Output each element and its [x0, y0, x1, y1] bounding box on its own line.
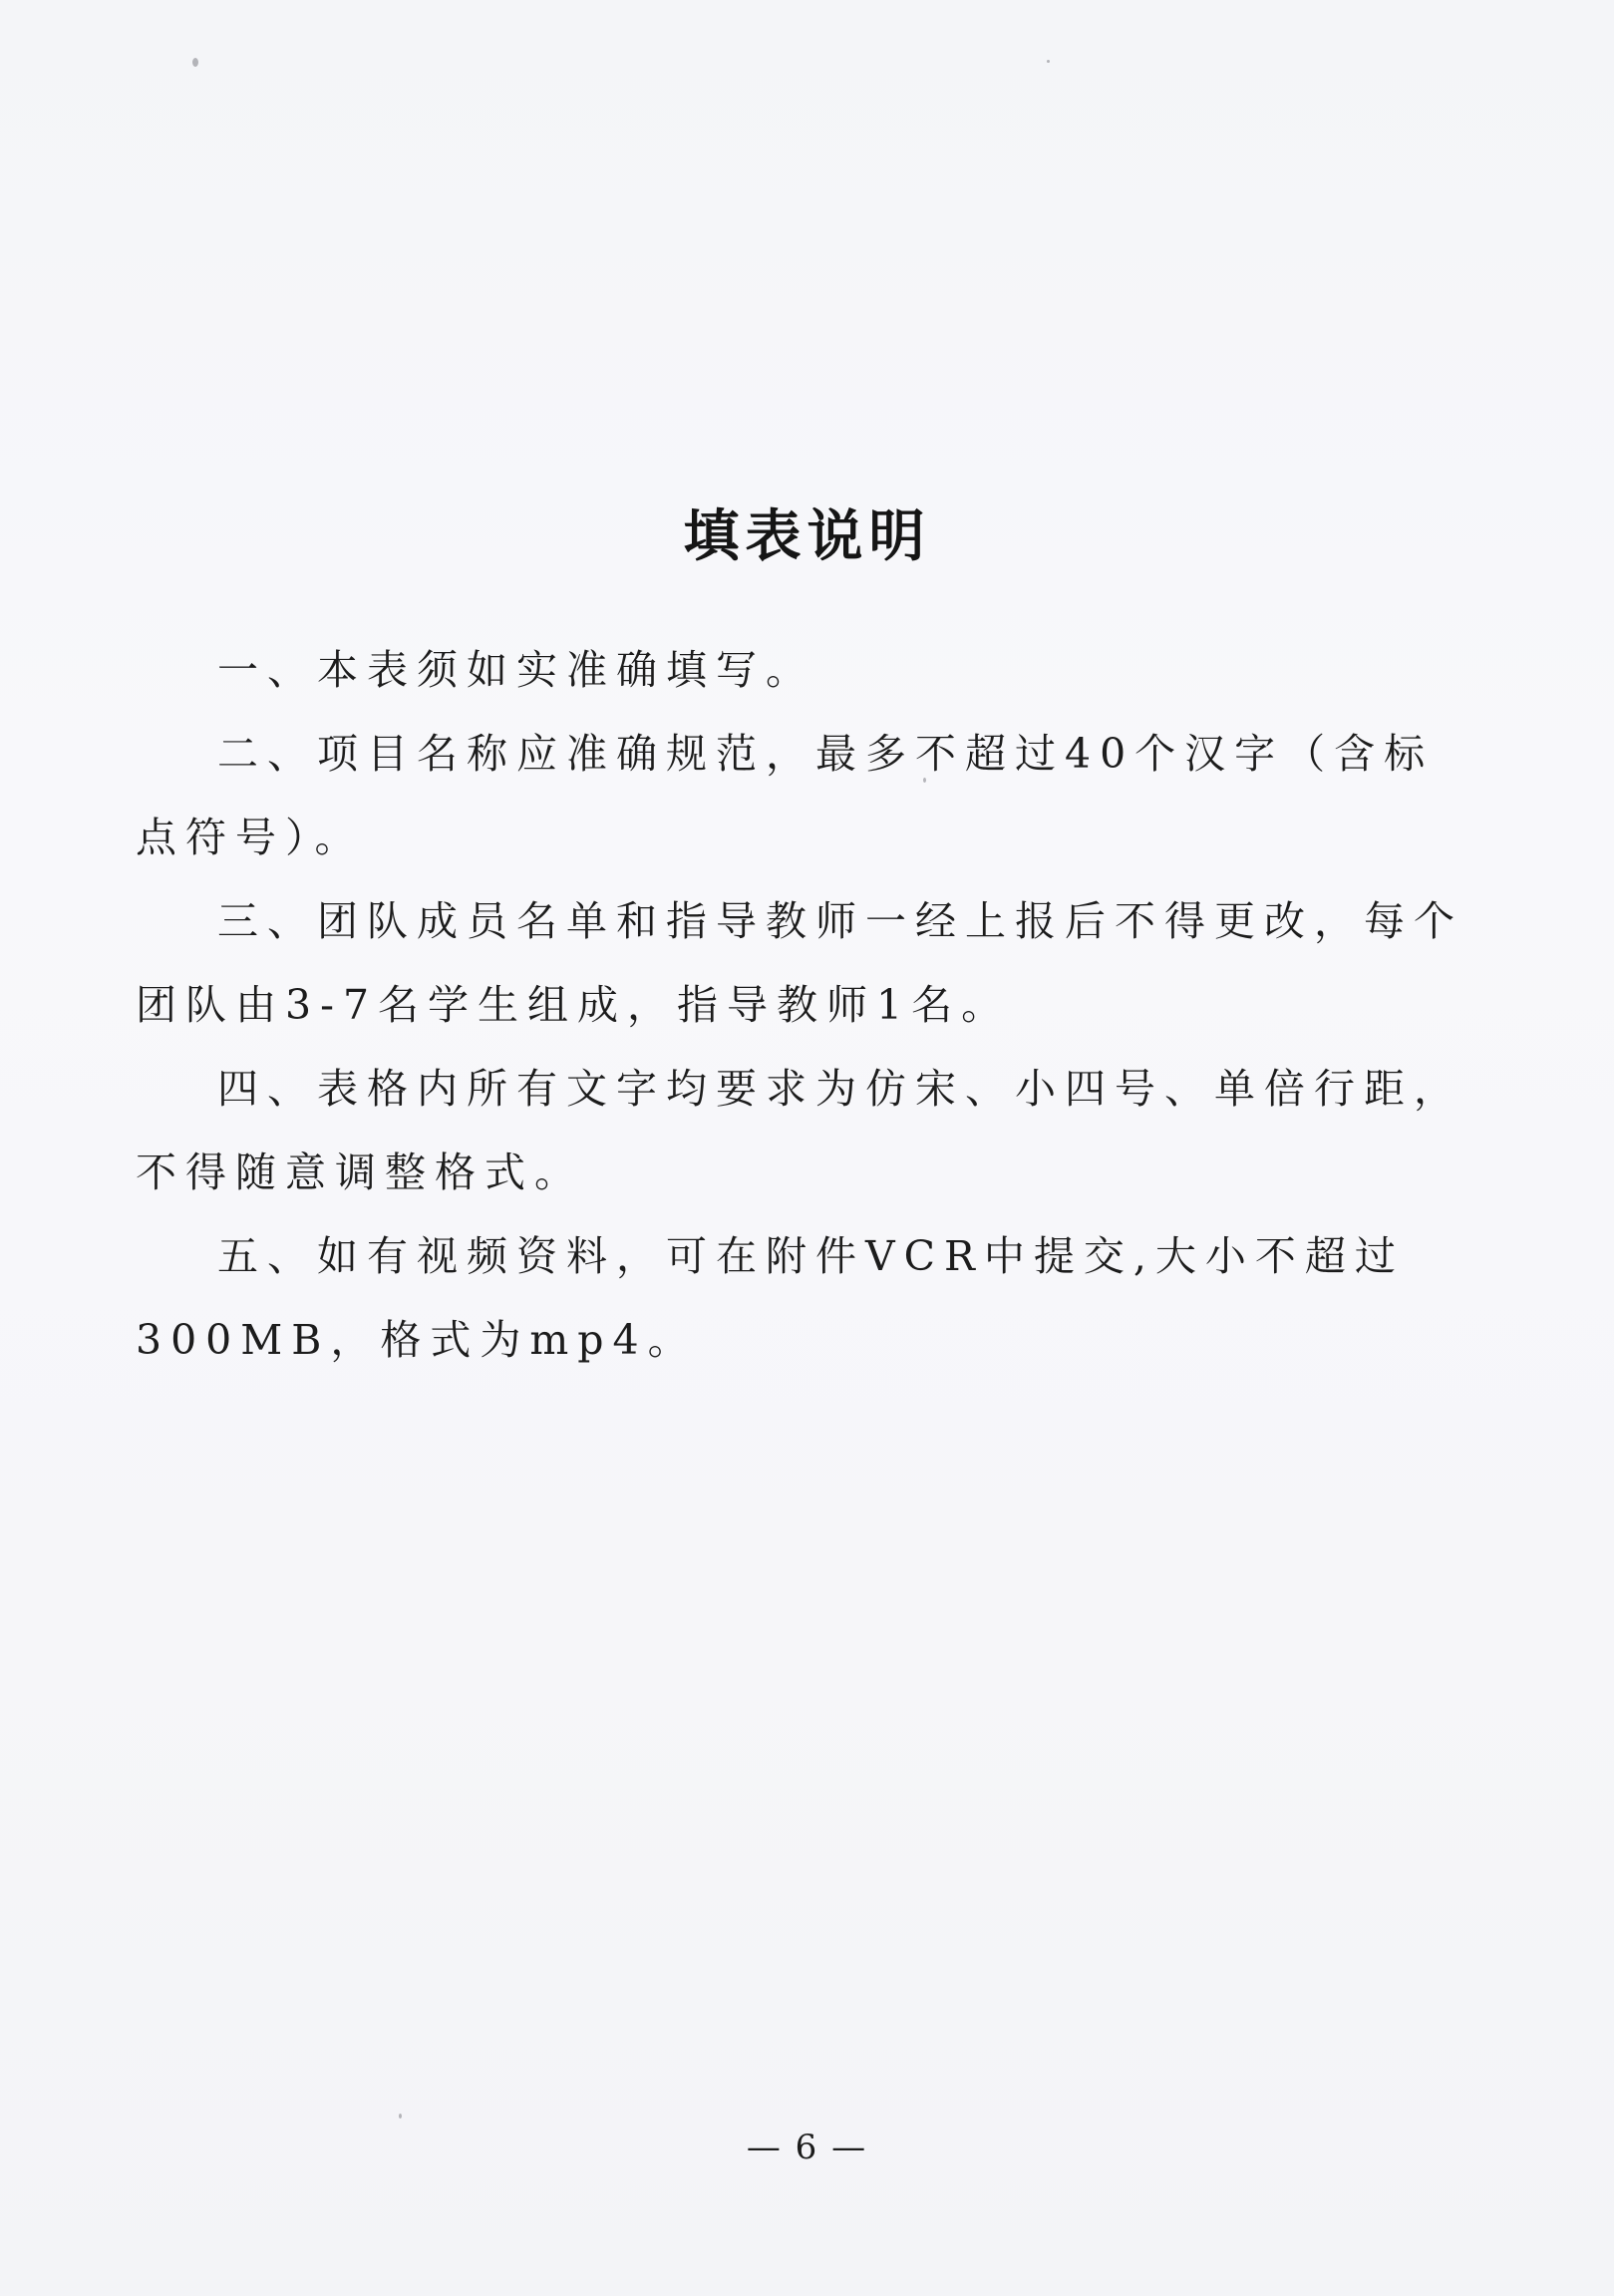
instruction-item-5: 五、如有视频资料，可在附件VCR中提交,大小不超过300MB，格式为mp4。 — [136, 1232, 1405, 1364]
instruction-item-1: 一、本表须如实准确填写。 — [217, 646, 815, 694]
scan-speck — [399, 2114, 402, 2119]
instruction-item-2: 二、项目名称应准确规范，最多不超过40个汉字（含标点符号）。 — [136, 730, 1435, 861]
page-number: — 6 — — [746, 2128, 868, 2167]
scan-speck — [1047, 60, 1050, 63]
instructions-body — [136, 628, 1471, 1382]
page-title: 填表说明 — [683, 503, 931, 569]
instruction-item-3: 三、团队成员名单和指导教师一经上报后不得更改，每个团队由3-7名学生组成，指导教师1名。 — [136, 897, 1463, 1029]
scan-speck — [192, 58, 198, 67]
instruction-item-4: 四、表格内所有文字均要求为仿宋、小四号、单倍行距，不得随意调整格式。 — [136, 1065, 1463, 1196]
